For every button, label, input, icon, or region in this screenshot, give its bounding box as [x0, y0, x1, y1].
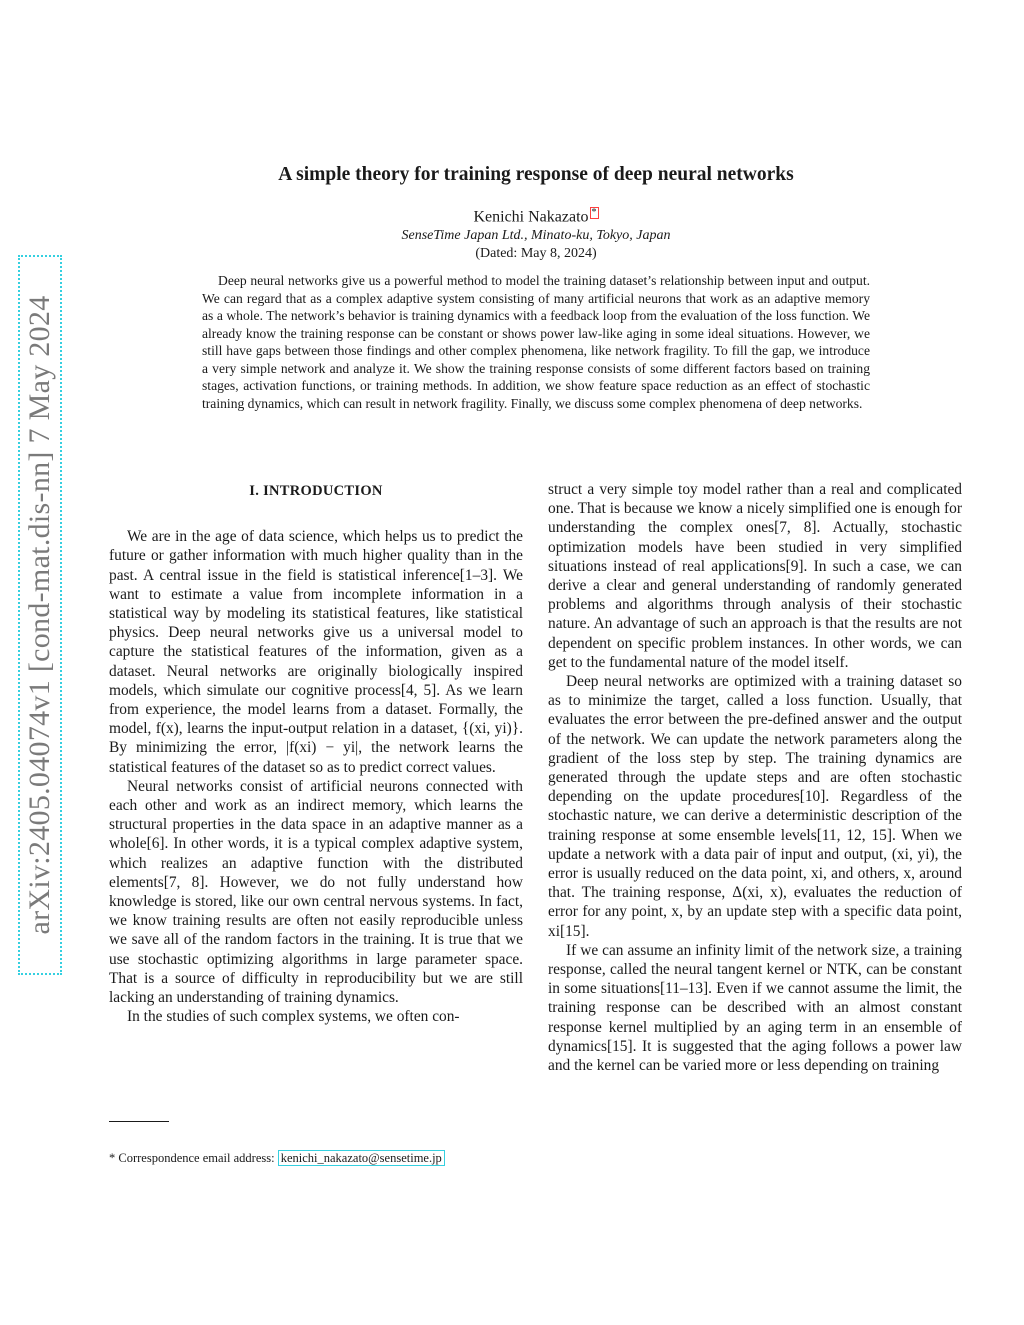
author-line — [110, 207, 962, 226]
section-heading-introduction: I. INTRODUCTION — [249, 483, 383, 499]
footnote-label: * Correspondence email address: — [109, 1151, 275, 1165]
arxiv-identifier-stamp — [18, 255, 62, 975]
author-footnote-mark[interactable]: * — [591, 207, 597, 218]
arxiv-identifier-text[interactable]: arXiv:2405.04074v1 [cond-mat.dis-nn] 7 May 2024 — [23, 295, 56, 935]
footnote-rule — [109, 1121, 169, 1122]
author-name: Kenichi Nakazato — [473, 208, 589, 226]
footnote — [109, 1151, 523, 1166]
paragraph: We are in the age of data science, which helps us to predict the future or gather information with much higher quality than in the past. A central issue in the field is statistical inference[1–3]. We want to estimate a value from incomplete information in a statistical way by modeling its statistical features, like statistical physics. Deep neural networks give us a universal model to capture the statistical features of the information, given as a dataset. Neural networks are originally biologically inspired models, which simulate our cognitive process[4, 5]. As we learn from experience, the model learns from a dataset. Formally, the model, f(x), learns the input-output relation in a dataset, {(xi, yi)}. By minimizing the error, |f(xi) − yi|, the network learns the statistical features of the dataset so as to predict correct values. — [109, 528, 523, 776]
paragraph: Deep neural networks are optimized with a training dataset so as to minimize the target, called a loss function. Usually, that evaluates the error between the pre-defined answer and the output of the network. We can update the network parameters along the gradient of the loss step by step. The training dynamics are generated through the update steps and are often stochastic depending on the update procedures[10]. Regardless of the stochastic nature, we can derive a deterministic description of the training response at some ensemble levels[11, 12, 15]. When we update a network with a data pair of input and output, (xi, yi), the error is usually reduced on the data point, xi, and others, x, around that. The training response, Δ(xi, x), evaluates the reduction of error for any point, x, by an update step with a specific data point, xi[15]. — [548, 673, 962, 940]
paragraph: struct a very simple toy model rather than a real and complicated one. That is because we know a nicely simplified one is enough for understanding the complex ones[7, 8]. Actually, stochastic optimization models have been studied in very simplified situations instead of real applications[9]. In such a case, we can derive a clear and general understanding of randomly generated problems and algorithms through analysis of their stochastic nature. An advantage of such an approach is that the results are not dependent on specific problem instances. In other words, we can get to the fundamental nature of the model itself. — [548, 481, 962, 671]
correspondence-email-link[interactable]: kenichi_nakazato@sensetime.jp — [278, 1150, 445, 1166]
right-column — [548, 480, 962, 1075]
paragraph: In the studies of such complex systems, we often con- — [127, 1008, 460, 1026]
affiliation: SenseTime Japan Ltd., Minato-ku, Tokyo, Japan — [401, 228, 671, 243]
paragraph: Neural networks consist of artificial neurons connected with each other and work as an indirect memory, which learns the structural properties in the data space in an adaptive manner as a whole[6]. In other words, it is a typical complex adaptive system, which realizes an adaptive function with the distributed elements[7, 8]. However, we do not fully understand how knowledge is stored, like our own central nervous systems. In fact, we know training results are often not easily reproducible unless we save all of the random factors in the training. It is true that we use stochastic optimizing algorithms in large parameter space. That is a source of difficulty in reproducibility but we are still lacking an understanding of training dynamics. — [109, 777, 523, 1007]
date-line: (Dated: May 8, 2024) — [475, 246, 597, 261]
abstract: Deep neural networks give us a powerful method to model the training dataset’s relationship between input and output. We can regard that as a complex adaptive system consisting of many artificial neurons that work as an adaptive memory as a whole. The network’s behavior is training dynamics with a feedback loop from the evaluation of the loss function. We already know the training response can be constant or shows power law-like aging in some ideal situations. However, we still have gaps between those findings and other complex phenomena, like network fragility. To fill the gap, we introduce a very simple network and analyze it. We show the training response consists of some different factors based on training stages, activation functions, or training methods. In addition, we show feature space reduction as an effect of stochastic training dynamics, which can result in network fragility. Finally, we discuss some complex phenomena of deep networks. — [202, 273, 870, 411]
left-column — [109, 480, 523, 1026]
paragraph: If we can assume an infinity limit of the network size, a training response, called the neural tangent kernel or NTK, can be constant in some situations[11–13]. Even if we cannot assume the limit, the training response can be described with an almost constant response kernel multiplied by an aging term in an ensemble of dynamics[15]. It is suggested that the aging follows a power law and the kernel can be varied more or less depending on training — [548, 941, 962, 1075]
paper-title: A simple theory for training response of deep neural networks — [278, 164, 794, 185]
